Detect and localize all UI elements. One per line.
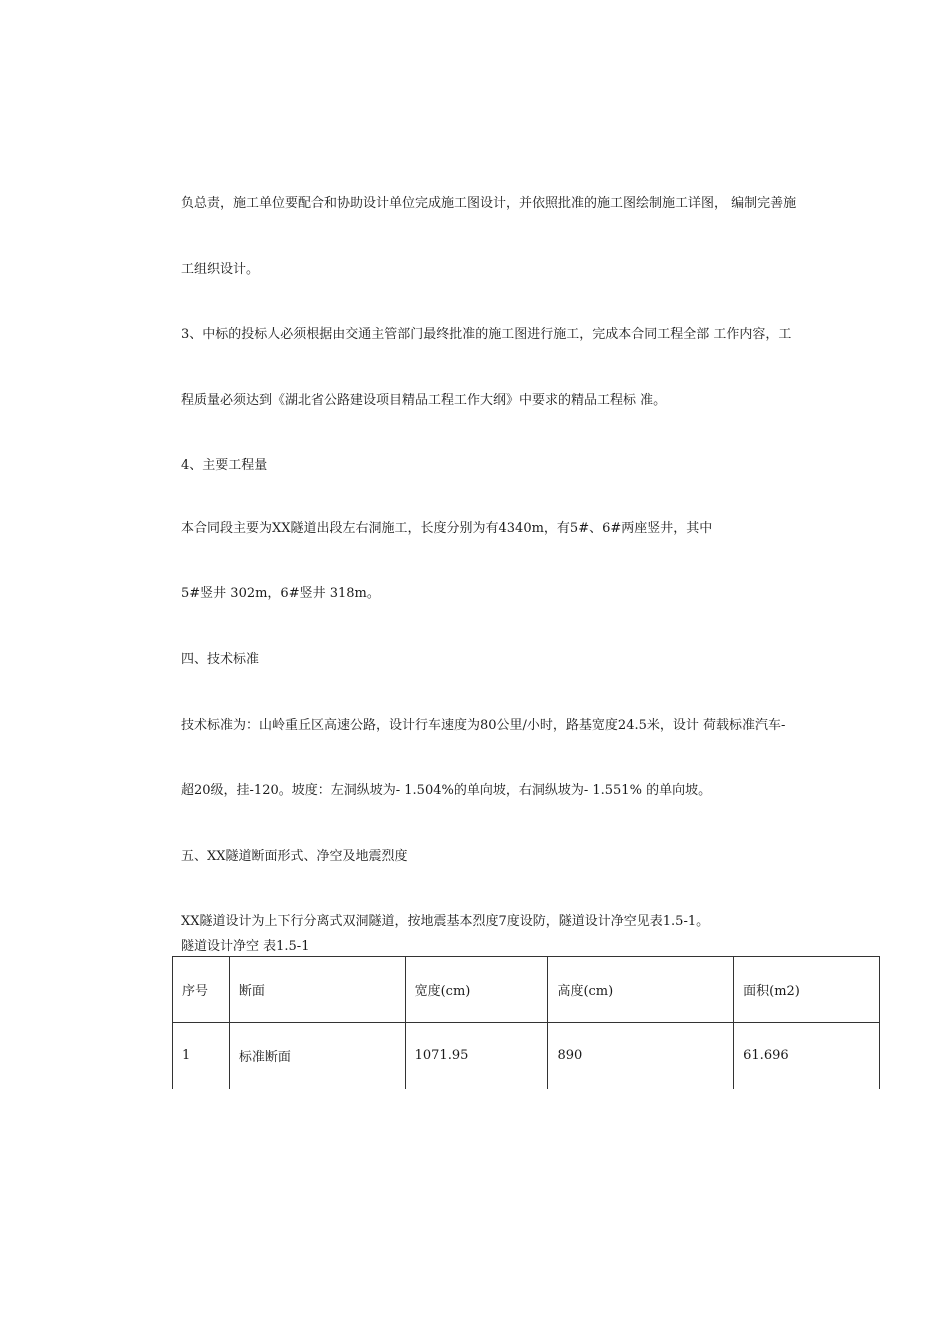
section-heading-quantities: 4、主要工程量 xyxy=(181,458,268,473)
table-header-cell: 宽度(cm) xyxy=(405,957,548,1023)
table-caption: 隧道设计净空 表1.5-1 xyxy=(181,939,310,954)
section-heading-tunnel-section: 五、XX隧道断面形式、净空及地震烈度 xyxy=(181,849,408,864)
paragraph-line: 技术标准为：山岭重丘区高速公路，设计行车速度为80公里/小时，路基宽度24.5米，设计 荷载标准汽车- xyxy=(181,718,786,733)
table-row xyxy=(173,1023,880,1089)
paragraph-line: 程质量必须达到《湖北省公路建设项目精品工程工作大纲》中要求的精品工程标 准。 xyxy=(181,393,667,408)
table-cell: 1 xyxy=(173,1023,230,1089)
table-header-cell: 断面 xyxy=(229,957,405,1023)
paragraph-line: 3、中标的投标人必须根据由交通主管部门最终批准的施工图进行施工，完成本合同工程全部 工作内容，工 xyxy=(181,327,792,342)
paragraph-line: 负总责，施工单位要配合和协助设计单位完成施工图设计，并依照批准的施工图绘制施工详图， 编制完善施 xyxy=(181,196,797,211)
paragraph-line: 本合同段主要为XX隧道出段左右洞施工，长度分别为有4340m，有5#、6#两座竖井，其中 xyxy=(181,521,713,536)
table-header-cell: 序号 xyxy=(173,957,230,1023)
table-header-cell: 高度(cm) xyxy=(548,957,734,1023)
table-header-cell: 面积(m2) xyxy=(734,957,880,1023)
table-header-row xyxy=(173,957,880,1023)
section-heading-tech-standard: 四、技术标准 xyxy=(181,652,260,667)
table-cell: 标准断面 xyxy=(229,1023,405,1089)
paragraph-line: 超20级，挂-120。坡度：左洞纵坡为- 1.504%的单向坡，右洞纵坡为- 1.551% 的单向坡。 xyxy=(181,783,712,798)
paragraph-line: 5#竖井 302m，6#竖井 318m。 xyxy=(181,586,380,601)
table-cell: 61.696 xyxy=(734,1023,880,1089)
clearance-table xyxy=(172,956,880,1089)
paragraph-line: 工组织设计。 xyxy=(181,262,260,277)
paragraph-line: XX隧道设计为上下行分离式双洞隧道，按地震基本烈度7度设防，隧道设计净空见表1.5-1。 xyxy=(181,914,710,929)
table-cell: 890 xyxy=(548,1023,734,1089)
table-cell: 1071.95 xyxy=(405,1023,548,1089)
